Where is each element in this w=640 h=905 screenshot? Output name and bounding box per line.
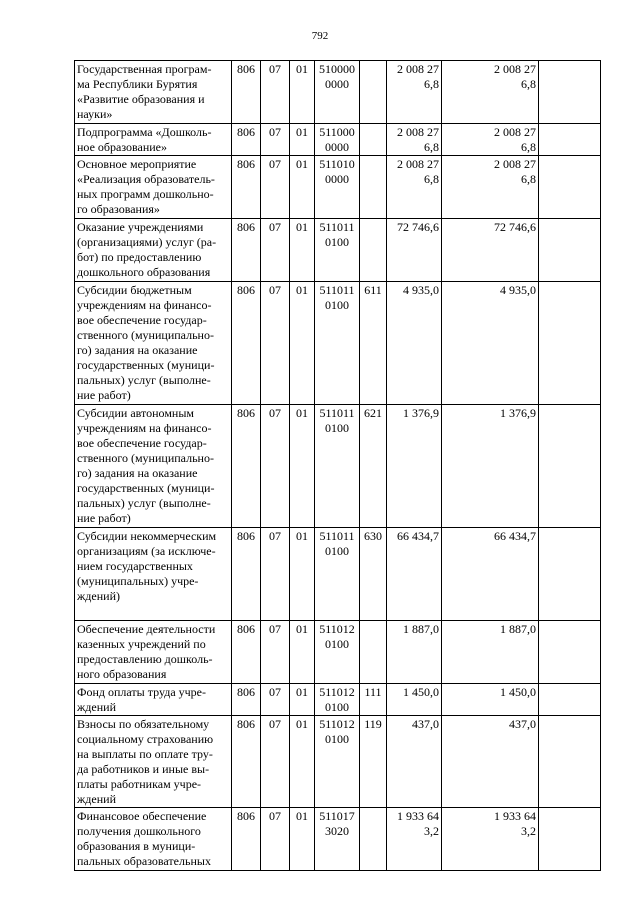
item-name-cell: Оказание учреждениями (организациями) услуг (ра- бот) по предоставлению дошкольного образования <box>75 219 232 282</box>
subsection-code-cell: 01 <box>290 282 315 405</box>
item-name-cell: Основное мероприятие «Реализация образователь- ных программ дошкольно- го образования» <box>75 156 232 219</box>
extra-cell <box>539 808 601 871</box>
section-code-cell: 07 <box>261 684 290 716</box>
amount-cell: 2 008 27 6,8 <box>387 61 442 124</box>
admin-code-cell: 806 <box>232 156 261 219</box>
subsection-code-cell: 01 <box>290 219 315 282</box>
admin-code-cell: 806 <box>232 405 261 528</box>
subsection-code-cell: 01 <box>290 528 315 621</box>
section-code-cell: 07 <box>261 156 290 219</box>
extra-cell <box>539 528 601 621</box>
amount-cell: 1 887,0 <box>442 621 539 684</box>
admin-code-cell: 806 <box>232 808 261 871</box>
section-code-cell: 07 <box>261 282 290 405</box>
target-code-cell: 511011 0100 <box>315 528 360 621</box>
extra-cell <box>539 282 601 405</box>
subsection-code-cell: 01 <box>290 61 315 124</box>
amount-cell: 2 008 27 6,8 <box>442 124 539 156</box>
item-name-cell: Субсидии некоммерческим организациям (за исключе- нием государственных (муниципальных) учре- ждений) <box>75 528 232 621</box>
section-code-cell: 07 <box>261 808 290 871</box>
target-code-cell: 511011 0100 <box>315 405 360 528</box>
amount-cell: 1 376,9 <box>387 405 442 528</box>
expense-type-cell: 621 <box>360 405 387 528</box>
extra-cell <box>539 621 601 684</box>
item-name-cell: Субсидии автономным учреждениям на финансо- вое обеспечение государ- ственного (муниципально- го) задания на оказание государственных (муници- пальных) услуг (выполне- ние работ) <box>75 405 232 528</box>
amount-cell: 4 935,0 <box>387 282 442 405</box>
extra-cell <box>539 124 601 156</box>
item-name-cell: Государственная програм- ма Республики Бурятия «Развитие образования и науки» <box>75 61 232 124</box>
expense-type-cell <box>360 219 387 282</box>
amount-cell: 2 008 27 6,8 <box>442 156 539 219</box>
subsection-code-cell: 01 <box>290 621 315 684</box>
subsection-code-cell: 01 <box>290 405 315 528</box>
target-code-cell: 511012 0100 <box>315 716 360 808</box>
table-row <box>75 528 601 621</box>
amount-cell: 2 008 27 6,8 <box>387 124 442 156</box>
amount-cell: 4 935,0 <box>442 282 539 405</box>
section-code-cell: 07 <box>261 124 290 156</box>
item-name-cell: Подпрограмма «Дошколь- ное образование» <box>75 124 232 156</box>
expense-type-cell: 630 <box>360 528 387 621</box>
expense-type-cell <box>360 621 387 684</box>
amount-cell: 1 450,0 <box>442 684 539 716</box>
expense-type-cell: 119 <box>360 716 387 808</box>
amount-cell: 437,0 <box>387 716 442 808</box>
admin-code-cell: 806 <box>232 621 261 684</box>
item-name-cell: Субсидии бюджетным учреждениям на финансо- вое обеспечение государ- ственного (муниципально- го) задания на оказание государственных (муници- пальных) услуг (выполне- ние работ) <box>75 282 232 405</box>
amount-cell: 1 376,9 <box>442 405 539 528</box>
extra-cell <box>539 684 601 716</box>
item-name-cell: Обеспечение деятельности казенных учреждений по предоставлению дошколь- ного образования <box>75 621 232 684</box>
amount-cell: 1 887,0 <box>387 621 442 684</box>
admin-code-cell: 806 <box>232 219 261 282</box>
amount-cell: 66 434,7 <box>387 528 442 621</box>
target-code-cell: 511012 0100 <box>315 684 360 716</box>
admin-code-cell: 806 <box>232 684 261 716</box>
subsection-code-cell: 01 <box>290 124 315 156</box>
table-row <box>75 282 601 405</box>
section-code-cell: 07 <box>261 405 290 528</box>
expense-type-cell <box>360 61 387 124</box>
admin-code-cell: 806 <box>232 716 261 808</box>
expense-type-cell: 111 <box>360 684 387 716</box>
table-row <box>75 621 601 684</box>
amount-cell: 1 933 64 3,2 <box>387 808 442 871</box>
table-row <box>75 156 601 219</box>
target-code-cell: 511011 0100 <box>315 282 360 405</box>
table-row <box>75 61 601 124</box>
extra-cell <box>539 219 601 282</box>
target-code-cell: 510000 0000 <box>315 61 360 124</box>
amount-cell: 437,0 <box>442 716 539 808</box>
section-code-cell: 07 <box>261 716 290 808</box>
table-row <box>75 716 601 808</box>
item-name-cell: Фонд оплаты труда учре- ждений <box>75 684 232 716</box>
amount-cell: 1 450,0 <box>387 684 442 716</box>
amount-cell: 72 746,6 <box>442 219 539 282</box>
expense-type-cell <box>360 156 387 219</box>
extra-cell <box>539 61 601 124</box>
expense-type-cell: 611 <box>360 282 387 405</box>
expense-type-cell <box>360 808 387 871</box>
target-code-cell: 511000 0000 <box>315 124 360 156</box>
target-code-cell: 511010 0000 <box>315 156 360 219</box>
subsection-code-cell: 01 <box>290 808 315 871</box>
admin-code-cell: 806 <box>232 61 261 124</box>
item-name-cell: Финансовое обеспечение получения дошкольного образования в муници- пальных образовательных <box>75 808 232 871</box>
target-code-cell: 511011 0100 <box>315 219 360 282</box>
amount-cell: 1 933 64 3,2 <box>442 808 539 871</box>
table-row <box>75 405 601 528</box>
page-number: 792 <box>311 30 329 42</box>
table-row <box>75 124 601 156</box>
target-code-cell: 511012 0100 <box>315 621 360 684</box>
extra-cell <box>539 405 601 528</box>
subsection-code-cell: 01 <box>290 716 315 808</box>
table-row <box>75 808 601 871</box>
subsection-code-cell: 01 <box>290 684 315 716</box>
section-code-cell: 07 <box>261 61 290 124</box>
amount-cell: 2 008 27 6,8 <box>387 156 442 219</box>
admin-code-cell: 806 <box>232 124 261 156</box>
table-row <box>75 219 601 282</box>
item-name-cell: Взносы по обязательному социальному страхованию на выплаты по оплате тру- да работников и иные вы- платы работникам учре- ждений <box>75 716 232 808</box>
section-code-cell: 07 <box>261 621 290 684</box>
subsection-code-cell: 01 <box>290 156 315 219</box>
extra-cell <box>539 156 601 219</box>
section-code-cell: 07 <box>261 528 290 621</box>
target-code-cell: 511017 3020 <box>315 808 360 871</box>
amount-cell: 2 008 27 6,8 <box>442 61 539 124</box>
admin-code-cell: 806 <box>232 528 261 621</box>
extra-cell <box>539 716 601 808</box>
admin-code-cell: 806 <box>232 282 261 405</box>
amount-cell: 66 434,7 <box>442 528 539 621</box>
table-row <box>75 684 601 716</box>
expense-type-cell <box>360 124 387 156</box>
section-code-cell: 07 <box>261 219 290 282</box>
amount-cell: 72 746,6 <box>387 219 442 282</box>
budget-table <box>74 60 601 871</box>
